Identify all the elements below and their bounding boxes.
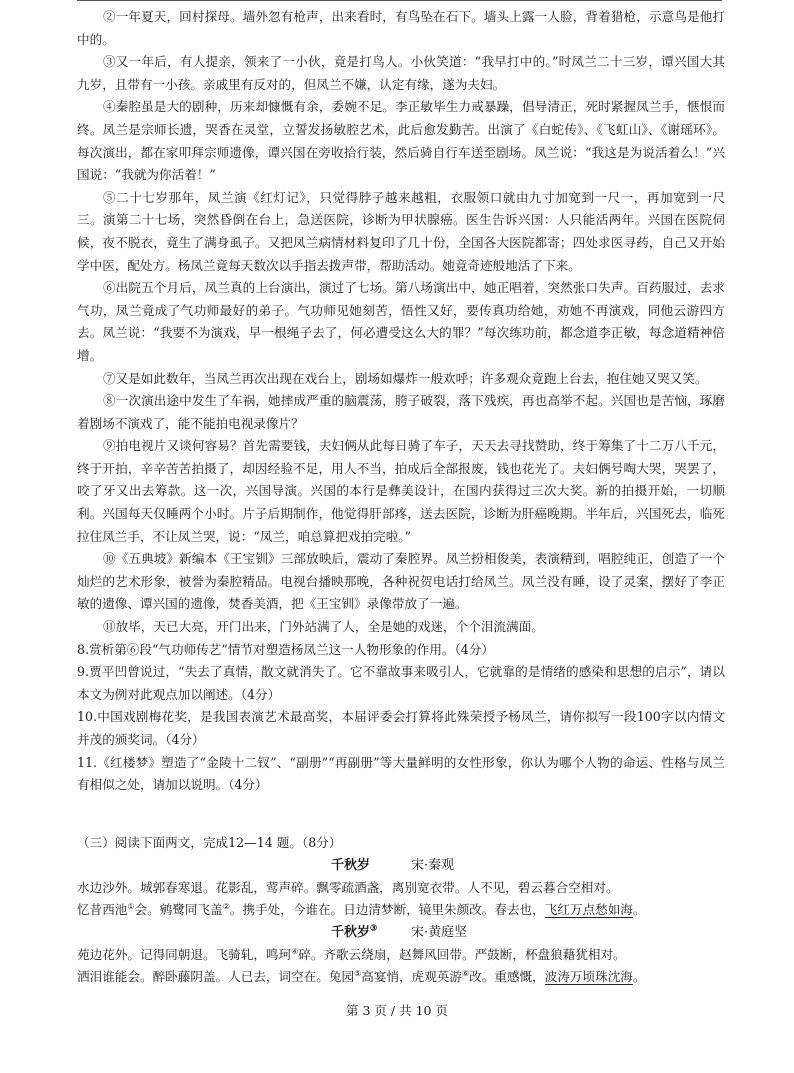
paragraph-5: ⑤二十七岁那年，凤兰演《红灯记》，只觉得脖子越来越粗，衣服领口就由九寸加宽到一尺一，再加宽到一尺三。演第二十七场，突然昏倒在台上，急送医院，诊断为甲状腺癌。医生告诉兴国：人只能活两年。兴国在医院伺候，夜不脱衣，竟生了满身虱子。又把凤兰病情材料复印了几十份，全国各大医院都寄；四处求医寻药，自己又开始学中医，配处方。杨凤兰竟每天数次以手指去拨声带，帮助活动。她竟奇迹般地活了下来。 xyxy=(77,189,725,273)
paragraph-10: ⑩《五典坡》新编本《王宝钏》三部放映后，震动了秦腔界。凤兰扮相俊美，表演精到，唱腔纯正，创造了一个灿烂的艺术形象，被誉为秦腔精品。电视台播映那晚，各种祝贺电话打给凤兰。凤兰没有睡，设了灵案，摆好了李正敏的遗像、谭兴国的遗像，焚香美酒，把《王宝钏》录像带放了一遍。 xyxy=(77,551,725,612)
paragraph-3: ③又一年后，有人提亲，领来了一小伙，竟是打鸟人。小伙笑道：“我早打中的。”时凤兰二十三岁，谭兴国大其九岁，且带有一小孩。亲戚里有反对的，但凤兰不嫌，认定有缘，遂为夫妇。 xyxy=(77,54,725,92)
section-3-heading: （三）阅读下面两文，完成12—14 题。（8分） xyxy=(77,835,342,850)
paragraph-9: ⑨拍电视片又谈何容易？首先需要钱，夫妇俩从此每日骑了车子，天天去寻找赞助，终于筹集了十二万八千元，终于开拍，辛辛苦苦拍摄了，却因经验不足，用人不当，拍成后全部报废，钱也花光了。夫妇俩号啕大哭，哭罢了，咬了牙又出去筹款。这一次，兴国导演。兴国的本行是彝美设计，在国内获得过三次大奖。新的拍摄开始，一切顺利。兴国每天仅睡两个小时。片子后期制作，他觉得肝部疼，送去医院，诊断为肝癌晚期。半年后，兴国死去，临死拉住凤兰手，不让凤兰哭，说：“凤兰，咱总算把戏拍完啦。” xyxy=(77,438,725,544)
page-number: 第 3 页 / 共 10 页 xyxy=(346,1003,448,1018)
question-9: 9.贾平凹曾说过，“失去了真情，散文就消失了。它不靠故事来吸引人，它就靠的是情绪的感染和思想的启示”，请以本文为例对此观点加以阐述。（4分） xyxy=(77,664,725,702)
question-11: 11.《红楼梦》塑造了“金陵十二钗”、“副册”“再副册”等大量鲜明的女性形象，你认为哪个人物的命运、性格与凤兰有相似之处，请加以说明。（4分） xyxy=(77,754,725,793)
paragraph-11: ⑪放毕，天已大亮，开门出来，门外站满了人，全是她的戏迷，个个泪流满面。 xyxy=(103,619,544,635)
poem-1-header xyxy=(77,855,725,877)
poem-1-author: 宋·秦观 xyxy=(411,857,455,873)
poem-1-title: 千秋岁 xyxy=(331,857,371,873)
paragraph-8: ⑧一次演出途中发生了车祸，她摔成严重的脑震荡，胯子破裂，落下残疾，再也高举不起。兴国也是苦恼，琢磨着剧场不演戏了，能不能拍电视录像片？ xyxy=(77,393,725,431)
poem-1-line-2: 忆昔西池①会。鹓鹭同飞盖②。携手处，今谁在。日边清梦断，镜里朱颜改。春去也，飞红万点愁如海。 xyxy=(77,902,646,918)
paragraph-6: ⑥出院五个月后，凤兰真的上台演出，演过了七场。第八场演出中，她正唱着，突然张口失声。百药服过，去求气功，凤兰竟成了气功师最好的弟子。气功师见她刻苦，悟性又好，要传真功给她，劝她不再演戏，同他云游四方去。凤兰说：“我要不为演戏，早一根绳子去了，何必遭受这么大的罪？”每次练功前，都念道李正敏，每念道精神倍增。 xyxy=(77,280,725,363)
poem-2-author: 宋·黄庭坚 xyxy=(411,924,468,940)
section-3 xyxy=(77,832,725,989)
paragraph-2: ②一年夏天，回村探母。墙外忽有枪声，出来看时，有鸟坠在石下。墙头上露一人脸，背着猎枪，示意鸟是他打中的。 xyxy=(77,9,725,47)
question-10: 10.中国戏剧梅花奖，是我国表演艺术最高奖，本届评委会打算将此殊荣授予杨凤兰，请你拟写一段100字以内情文并茂的颁奖词。（4分） xyxy=(77,709,725,747)
poem-2-header xyxy=(77,922,725,944)
top-rule xyxy=(77,0,722,1)
reading-passage xyxy=(77,6,725,797)
paragraph-7: ⑦又是如此数年，当凤兰再次出现在戏台上，剧场如爆炸一般欢呼；许多观众竟跑上台去，抱住她又哭又笑。 xyxy=(103,370,708,386)
underlined-phrase: 飞红万点愁如海 xyxy=(544,902,633,918)
poem-2-line-1: 苑边花外。记得同朝退。飞骑轧，鸣珂④碎。齐歌云绕扇，赵舞风回带。严鼓断，杯盘狼藉犹相对。 xyxy=(77,946,626,962)
poem-2-line-2: 洒泪谁能会。醉卧藤阴盖。人已去，词空在。兔园⑤高宴悄，虎观英游⑥改。重感慨，波涛万顷珠沈海。 xyxy=(77,969,646,985)
poem-2-title: 千秋岁③ xyxy=(331,922,378,940)
paragraph-4: ④秦腔虽是大的剧种，历来却慷慨有余，委婉不足。李正敏毕生力戒暴躁，倡导清正，死时紧握凤兰手，惬恨而终。凤兰是宗师长遗，哭香在灵堂，立誓发扬敏腔艺术，此后愈发勤苦。出演了《白蛇传》、《飞虹山》、《谢瑶环》。每次演出，都在家叩拜宗师遗像，谭兴国在旁收拾行装，然后骑自行车送至剧场。凤兰说：“我这是为说活着么！”兴国说：“我就为你活着！” xyxy=(77,99,725,183)
underlined-phrase: 波涛万顷珠沈海 xyxy=(544,969,633,985)
poem-1-line-1: 水边沙外。城郭春寒退。花影乱，莺声碎。飘零疏酒盏，离别宽衣带。人不见，碧云暮合空相对。 xyxy=(77,879,619,895)
question-8: 8.赏析第⑥段“气功师传艺”情节对塑造杨凤兰这一人物形象的作用。（4分） xyxy=(77,641,495,657)
